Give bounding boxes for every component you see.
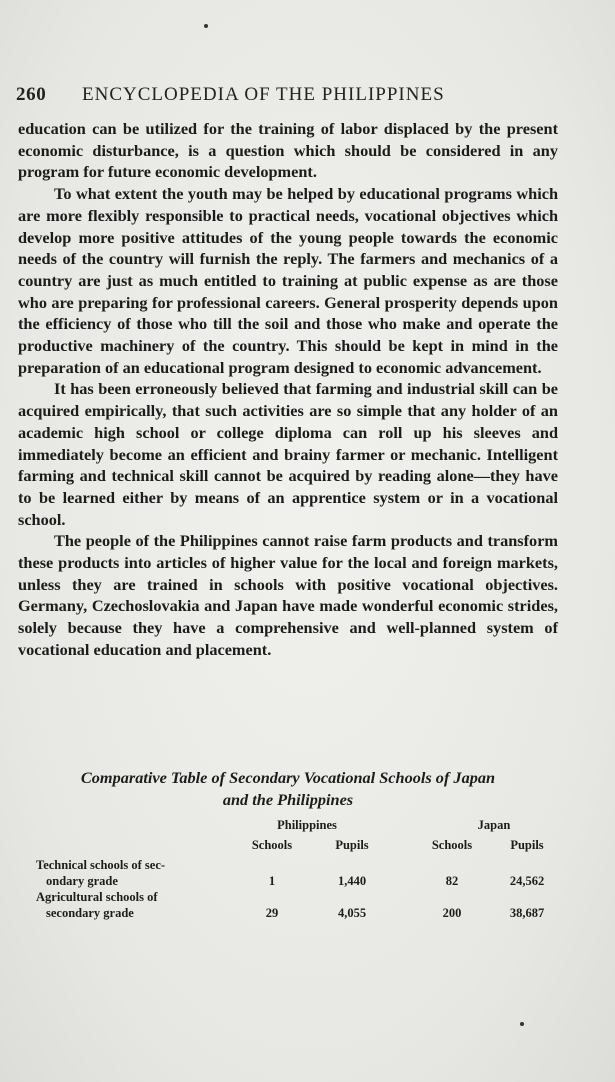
dust-speck — [204, 24, 208, 28]
paragraph: To what extent the youth may be helped by educational programs which are more flexibly responsible to practical needs, vocational objectives which develop more positive attitudes of the young people towards the economic needs of the country will furnish the reply. The farmers and mechanics of a country are just as much entitled to training at public expense as are those who are preparing for professional careers. General prosperity depends upon the efficiency of those who till the soil and those who make and operate the productive machinery of the country. This should be kept in mind in the preparation of an educational program designed to economic advancement. — [18, 184, 558, 377]
table-cell: 24,562 — [509, 874, 545, 888]
page-header — [16, 84, 576, 106]
column-header: Schools — [251, 838, 293, 852]
table-cell: 29 — [265, 906, 279, 920]
column-group-header: Japan — [477, 818, 511, 832]
column-header: Schools — [431, 838, 473, 852]
paragraph: education can be utilized for the training of labor displaced by the present economic disturbance, is a question which should be considered in any program for future economic development. — [18, 119, 558, 182]
body-text — [18, 118, 558, 661]
column-group-header: Philippines — [277, 818, 337, 832]
table-cell: 1 — [268, 874, 276, 888]
table-row-label — [36, 890, 186, 921]
table-cell: 38,687 — [509, 906, 545, 920]
column-header: Pupils — [335, 838, 369, 852]
table-title-line: and the Philippines — [222, 790, 354, 809]
running-title: ENCYCLOPEDIA OF THE PHILIPPINES — [82, 84, 445, 105]
row-label-line: Agricultural schools of — [36, 890, 158, 904]
row-label-line: ondary grade — [46, 873, 118, 888]
page-number: 260 — [16, 84, 47, 105]
table-title — [18, 767, 558, 811]
table-row-label — [36, 858, 186, 889]
table-cell: 82 — [445, 874, 459, 888]
table-title-line: Comparative Table of Secondary Vocational Schools of Japan — [80, 768, 496, 787]
table-cell: 1,440 — [337, 874, 367, 888]
paragraph: The people of the Philippines cannot raise farm products and transform these products into articles of higher value for the local and foreign markets, unless they are trained in schools with positive vocational objectives. Germany, Czechoslovakia and Japan have made wonderful economic strides, solely because they have a comprehensive and well-planned system of vocational education and placement. — [18, 531, 558, 659]
table-cell: 4,055 — [337, 906, 367, 920]
column-header: Pupils — [510, 838, 544, 852]
row-label-line: Technical schools of sec- — [36, 858, 166, 872]
dust-speck — [520, 1022, 524, 1026]
paragraph: It has been erroneously believed that farming and industrial skill can be acquired empirically, that such activities are so simple that any holder of an academic high school or college diploma can roll up his sleeves and immediately become an efficient and brainy farmer or mechanic. Intelligent farming and technical skill cannot be acquired by reading alone—they have to be learned either by means of an apprentice system or in a vocational school. — [18, 379, 558, 529]
table-cell: 200 — [442, 906, 462, 920]
row-label-line: secondary grade — [46, 905, 134, 920]
